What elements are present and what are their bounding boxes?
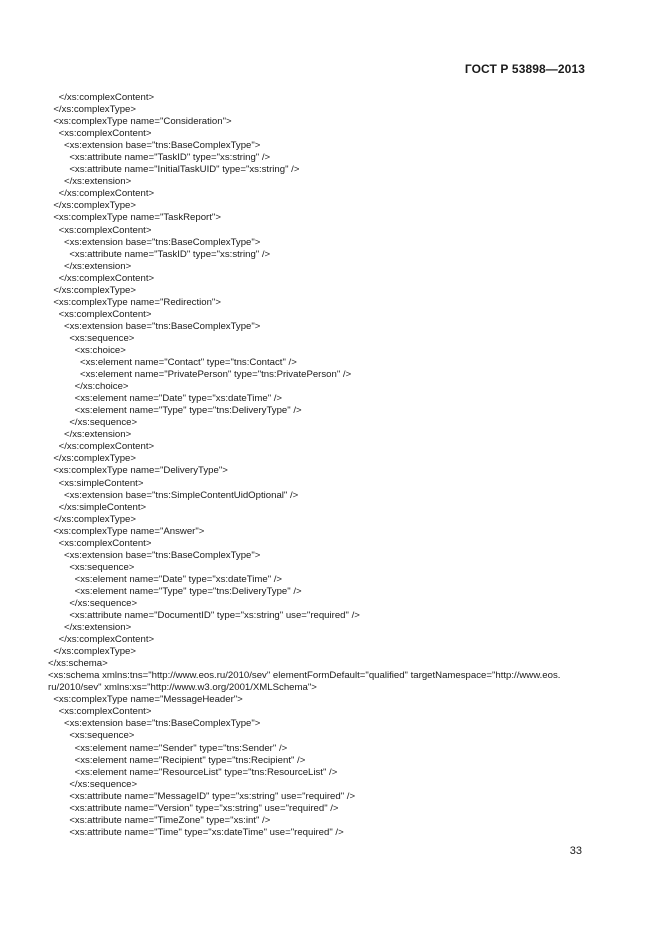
code-line: <xs:extension base="tns:BaseComplexType"> [48, 236, 261, 248]
code-line: <xs:element name="ResourceList" type="tns:ResourceList" /> [48, 766, 338, 778]
code-line: <xs:complexType name="Redirection"> [48, 296, 221, 308]
code-line: </xs:complexType> [48, 200, 136, 212]
code-line: <xs:attribute name="Version" type="xs:string" use="required" /> [48, 802, 339, 814]
code-line: <xs:element name="PrivatePerson" type="tns:PrivatePerson" /> [48, 369, 352, 381]
code-line: </xs:sequence> [48, 597, 138, 609]
code-line: <xs:extension base="tns:BaseComplexType"> [48, 140, 261, 152]
code-line: <xs:extension base="tns:BaseComplexType"> [48, 718, 261, 730]
code-line: <xs:attribute name="TaskID" type="xs:string" /> [48, 248, 271, 260]
code-line: </xs:complexType> [48, 646, 136, 658]
code-line: <xs:element name="Date" type="xs:dateTime" /> [48, 393, 283, 405]
code-line: <xs:choice> [48, 344, 126, 356]
code-line: ru/2010/sev" xmlns:xs="http://www.w3.org/2001/XMLSchema"> [48, 682, 317, 694]
code-line: <xs:element name="Contact" type="tns:Contact" /> [48, 357, 297, 369]
code-line: </xs:sequence> [48, 778, 138, 790]
code-line: </xs:schema> [48, 658, 108, 670]
code-line: </xs:extension> [48, 429, 132, 441]
code-line: </xs:choice> [48, 381, 129, 393]
document-standard-header: ГОСТ Р 53898—2013 [464, 62, 585, 76]
code-line: <xs:complexContent> [48, 128, 152, 140]
code-line: <xs:extension base="tns:BaseComplexType"> [48, 549, 261, 561]
xml-schema-code-block [48, 92, 593, 839]
code-line: <xs:complexType name="TaskReport"> [48, 212, 221, 224]
code-line: <xs:element name="Type" type="tns:DeliveryType" /> [48, 585, 302, 597]
code-line: </xs:extension> [48, 622, 132, 634]
code-line: </xs:complexContent> [48, 188, 155, 200]
code-line: <xs:extension base="tns:SimpleContentUidOptional" /> [48, 489, 299, 501]
code-line: <xs:attribute name="Time" type="xs:dateTime" use="required" /> [48, 826, 344, 838]
code-line: <xs:sequence> [48, 332, 135, 344]
code-line: </xs:complexContent> [48, 634, 155, 646]
code-line: </xs:complexType> [48, 453, 136, 465]
page-number: 33 [569, 845, 582, 857]
code-line: <xs:complexType name="MessageHeader"> [48, 694, 243, 706]
code-line: <xs:complexType name="Answer"> [48, 525, 205, 537]
code-line: <xs:extension base="tns:BaseComplexType"> [48, 320, 261, 332]
code-line: <xs:element name="Recipient" type="tns:Recipient" /> [48, 754, 306, 766]
code-line: </xs:complexType> [48, 104, 136, 116]
code-line: </xs:extension> [48, 260, 132, 272]
code-line: <xs:complexContent> [48, 308, 152, 320]
code-line: <xs:sequence> [48, 730, 135, 742]
code-line: <xs:schema xmlns:tns="http://www.eos.ru/2010/sev" elementFormDefault="qualified" targetNamespace="http://www.eos. [48, 670, 561, 682]
code-line: <xs:element name="Sender" type="tns:Sender" /> [48, 742, 288, 754]
code-line: <xs:complexContent> [48, 706, 152, 718]
code-line: <xs:attribute name="TimeZone" type="xs:int" /> [48, 814, 271, 826]
code-line: <xs:attribute name="MessageID" type="xs:string" use="required" /> [48, 790, 356, 802]
code-line: <xs:attribute name="InitialTaskUID" type="xs:string" /> [48, 164, 300, 176]
code-line: <xs:simpleContent> [48, 477, 144, 489]
code-line: </xs:complexContent> [48, 272, 155, 284]
code-line: <xs:complexType name="DeliveryType"> [48, 465, 228, 477]
code-line: <xs:complexContent> [48, 537, 152, 549]
code-line: <xs:element name="Date" type="xs:dateTime" /> [48, 573, 283, 585]
code-line: </xs:complexContent> [48, 441, 155, 453]
code-line: <xs:attribute name="DocumentID" type="xs:string" use="required" /> [48, 610, 360, 622]
code-line: <xs:attribute name="TaskID" type="xs:string" /> [48, 152, 271, 164]
code-line: </xs:extension> [48, 176, 132, 188]
code-line: <xs:element name="Type" type="tns:DeliveryType" /> [48, 405, 302, 417]
code-line: </xs:complexContent> [48, 92, 155, 103]
code-line: <xs:complexContent> [48, 224, 152, 236]
code-line: <xs:sequence> [48, 561, 135, 573]
code-line: </xs:sequence> [48, 417, 138, 429]
code-line: </xs:simpleContent> [48, 501, 147, 513]
code-line: </xs:complexType> [48, 284, 136, 296]
code-line: <xs:complexType name="Consideration"> [48, 116, 232, 128]
code-line: </xs:complexType> [48, 513, 136, 525]
